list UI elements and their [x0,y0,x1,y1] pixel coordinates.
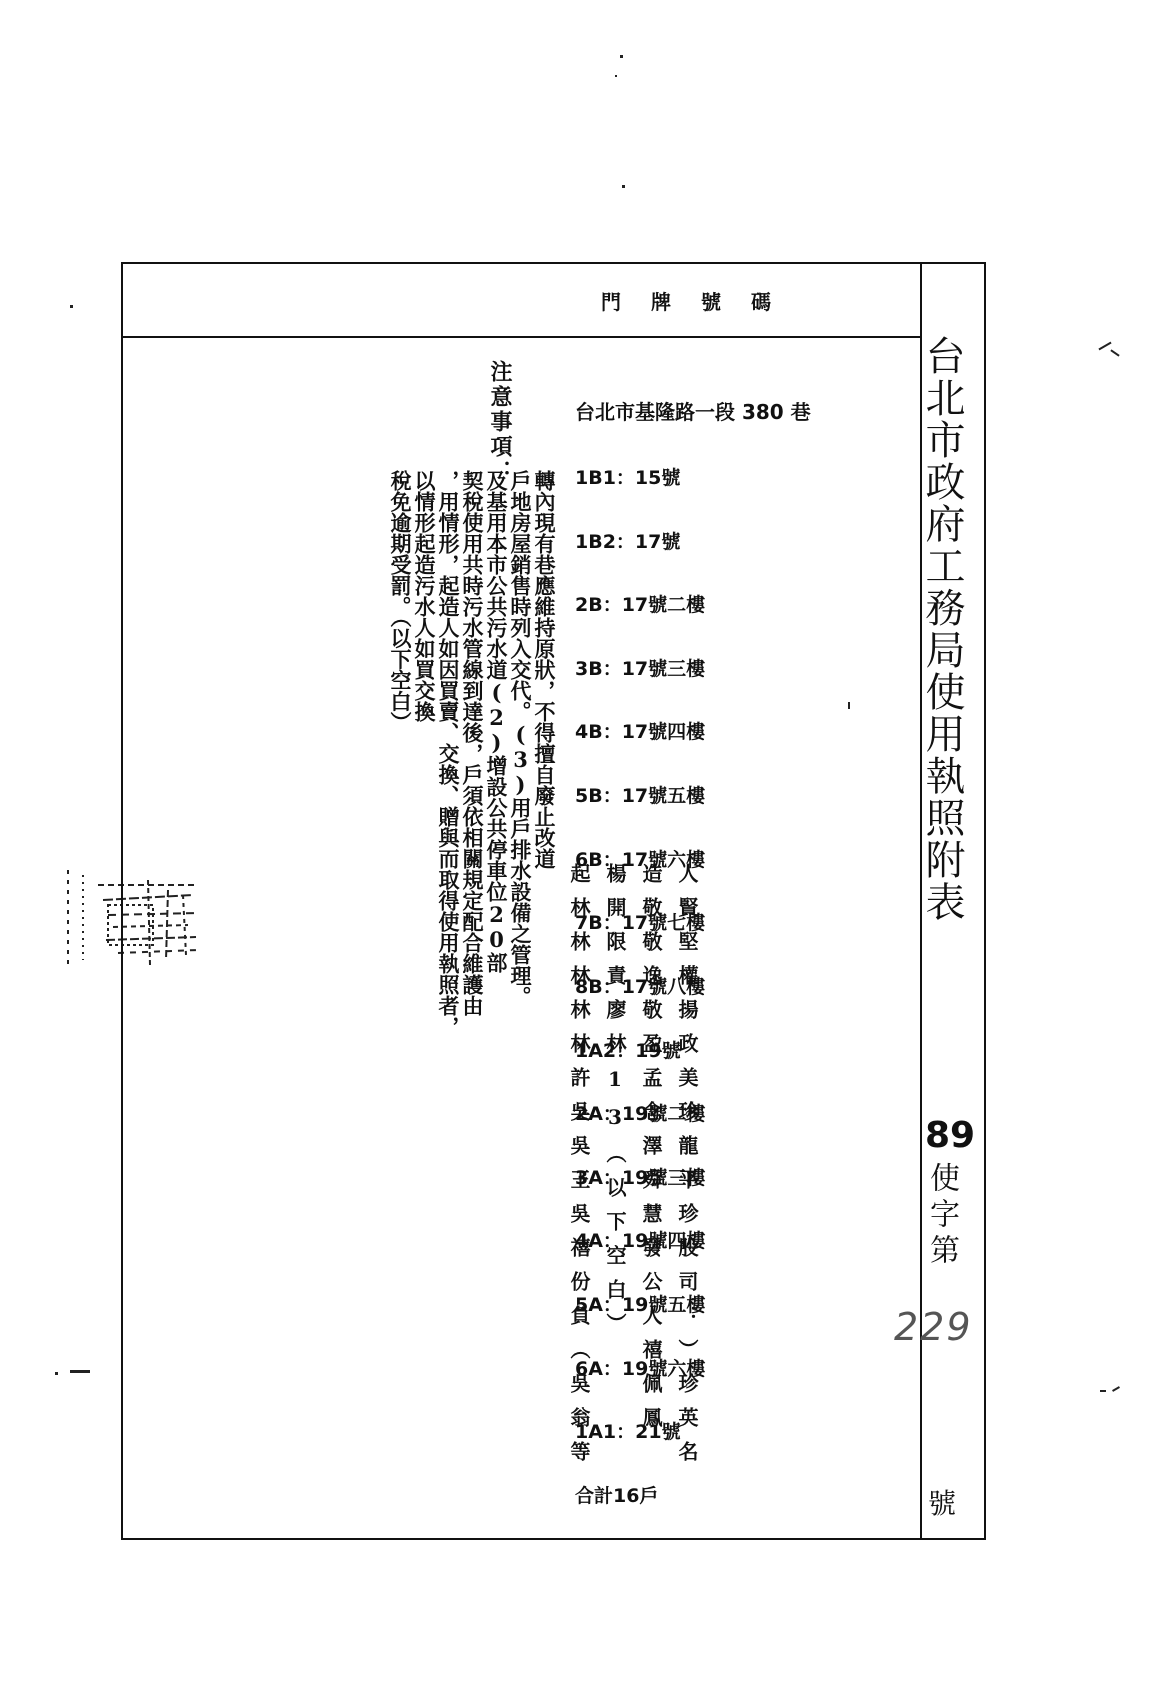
unit-line: 4A：19號四樓 [575,1230,706,1253]
scan-speck [1100,1390,1106,1392]
scan-speck [620,55,623,58]
notes-column: 稅免逾期受罰。（以下空白） [388,470,413,733]
unit-line: 6A：19號六樓 [575,1357,706,1380]
unit-line: 7B：17號七樓 [575,912,706,935]
unit-line: 1B2：17號 [575,530,681,553]
unit-line: 6B：17號六樓 [575,848,706,871]
unit-line: 1B1：15號 [575,467,681,490]
street-address: 台北市基隆路一段 380 巷 [575,400,811,425]
notes-column: 戶地房屋銷售時列入交代。(3)用戶排水設備之管理。 [508,470,533,1007]
notes-column: 以情形起造污水人如買交換 [412,470,437,722]
owner-column: 楊開限責廖林13（以下空白） [603,863,627,1347]
unit-total: 合計16戶 [575,1484,659,1507]
notes-title: 注意事項： [487,360,513,485]
doc-number: 89 [925,1115,976,1156]
handwritten-number: 229 [894,1305,973,1349]
scan-speck [1098,342,1111,351]
unit-line: 1A2：19號 [575,1039,681,1062]
notes-column: 及基用本市公共污水道(2)增設公共停車位20部 [484,470,509,973]
notes-body [388,470,556,1037]
scan-speck [70,1370,90,1373]
header-label: 門牌號碼 [601,290,801,314]
owner-list [560,863,704,1475]
header-divider [123,336,920,338]
unit-line: 2B：17號二樓 [575,594,706,617]
scan-speck [1112,1386,1120,1392]
notes-column: ，用情形，起造人如因買賣、交換、贈與而取得使用執照者， [436,470,461,1037]
unit-line: 5A：19號五樓 [575,1293,706,1316]
unit-line: 4B：17號四樓 [575,721,706,744]
doc-suffix: 號 [928,1487,957,1520]
unit-line: 8B：17號八樓 [575,975,706,998]
unit-line: 5B：17號五樓 [575,785,706,808]
owner-column: 人賢堅權揚政美珍龍平珍股司：）珍英名 [675,863,699,1475]
unit-line: 3A：19號三樓 [575,1166,706,1189]
notes-column: 契稅使用共時污水管線到達後，戶須依相關規定配合維護由 [460,470,485,1016]
scan-speck [70,305,73,308]
scan-speck [622,185,625,188]
owner-column: 起林林林林林許吳吳王吳禧份負（吳翁等 [567,863,591,1475]
unit-line: 3B：17號三樓 [575,657,706,680]
unit-line: 1A1：21號 [575,1421,681,1444]
doc-prefix: 使字第 [924,1162,959,1270]
owner-column: 造敬敬逸敬盈孟念澤舜慧發公人禧佩鳳 [639,863,663,1441]
unit-line: 2A：19號二樓 [575,1103,706,1126]
scan-speck [1110,349,1119,356]
scan-speck [55,1372,58,1375]
scan-speck [615,75,617,77]
side-title: 台北市政府工務局使用執照附表 [919,335,965,923]
notes-column: 轉內現有巷應維持原狀，不得擅自廢止改道 [532,470,557,869]
